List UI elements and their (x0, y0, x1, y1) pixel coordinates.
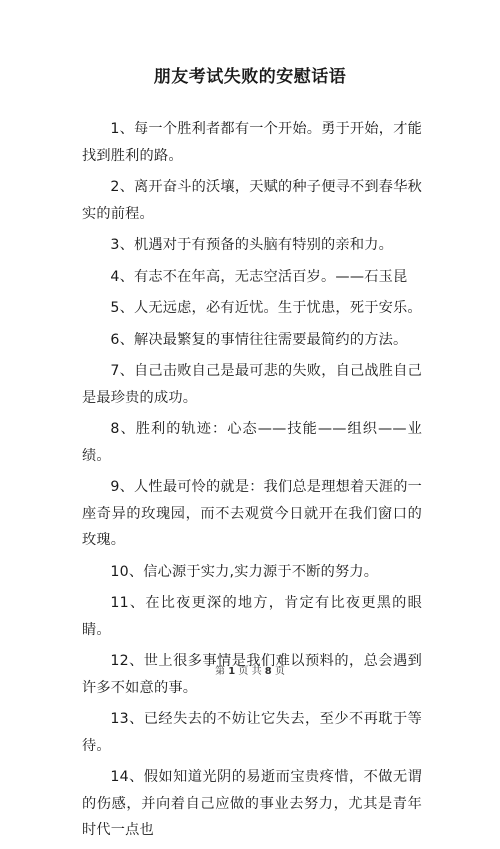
paragraph: 7、自己击败自己是最可悲的失败，自己战胜自己是最珍贵的成功。 (82, 363, 422, 406)
paragraph: 1、每一个胜利者都有一个开始。勇于开始，才能找到胜利的路。 (82, 121, 422, 164)
paragraph: 12、世上很多事情是我们难以预料的，总会遇到许多不如意的事。 (82, 653, 422, 696)
paragraph: 11、在比夜更深的地方，肯定有比夜更黑的眼睛。 (82, 595, 422, 638)
footer-middle: 页 共 (238, 666, 262, 677)
footer-suffix: 页 (274, 666, 285, 677)
paragraph: 4、有志不在年高，无志空活百岁。——石玉昆 (110, 268, 408, 285)
paragraph: 10、信心源于实力,实力源于不断的努力。 (110, 563, 379, 580)
footer-page-number: 1 (228, 666, 236, 677)
paragraph: 8、胜利的轨迹：心态——技能——组织——业绩。 (82, 421, 422, 464)
footer-total-pages: 8 (264, 666, 272, 677)
paragraph: 13、已经失去的不妨让它失去，至少不再耽于等待。 (82, 711, 422, 754)
paragraph: 6、解决最繁复的事情往往需要最简约的方法。 (110, 331, 408, 348)
document-body (82, 116, 422, 849)
paragraph: 14、假如知道光阴的易逝而宝贵疼惜，不做无谓的伤感，并向着自己应做的事业去努力，尤其是青年时代一点也 (82, 769, 422, 838)
paragraph: 9、人性最可怜的就是：我们总是理想着天涯的一座奇异的玫瑰园，而不去观赏今日就开在我们窗口的玫瑰。 (82, 479, 422, 548)
paragraph: 3、机遇对于有预备的头脑有特别的亲和力。 (110, 237, 393, 253)
document-title: 朋友考试失败的安慰话语 (153, 67, 347, 87)
paragraph: 5、人无远虑，必有近忧。生于忧患，死于安乐。 (110, 300, 422, 316)
page-footer (0, 662, 500, 677)
footer-prefix: 第 (215, 666, 226, 677)
paragraph: 2、离开奋斗的沃壤，天赋的种子便寻不到春华秋实的前程。 (82, 179, 422, 222)
